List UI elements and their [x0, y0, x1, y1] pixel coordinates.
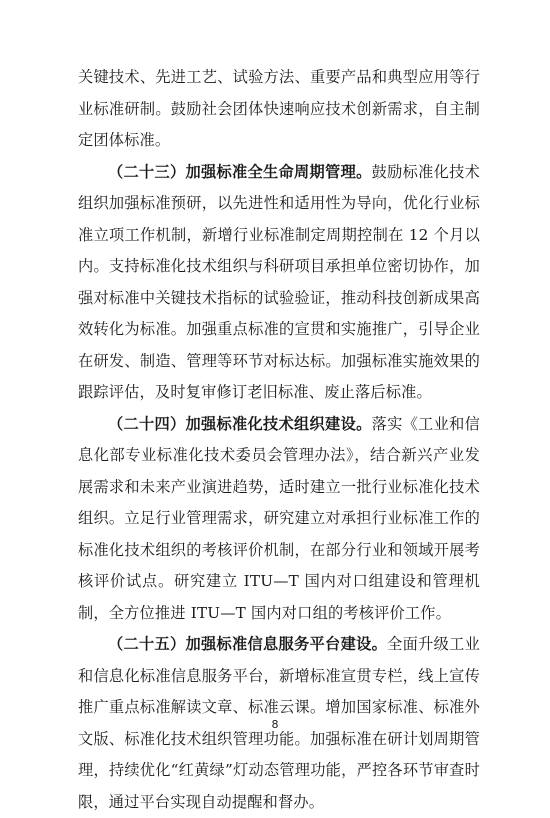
page-number: 8 [271, 718, 279, 731]
section-23-paragraph [78, 157, 480, 409]
section-25-body: 全面升级工业和信息化标准信息服务平台，新增标准宣贯专栏，线上宣传推广重点标准解读文章、标准云课。增加国家标准、标准外文版、标准化技术组织管理功能。加强标准在研计划周期管理，持续优化“红黄绿”灯动态管理功能，严控各环节审查时限，通过平台实现自动提醒和督办。 [78, 635, 480, 811]
section-24-heading: （二十四）加强标准化技术组织建设。 [108, 414, 372, 433]
section-24-body: 落实《工业和信息化部专业标准化技术委员会管理办法》，结合新兴产业发展需求和未来产业演进趋势，适时建立一批行业标准化技术组织。立足行业管理需求，研究建立对承担行业标准工作的标准化技术组织的考核评价机制，在部分行业和领域开展考核评价试点。研究建立 ITU—T 国内对口组建设和管理机制，全方位推进 ITU—T 国内对口组的考核评价工作。 [78, 414, 480, 622]
section-24-paragraph [78, 409, 480, 630]
section-23-heading: （二十三）加强标准全生命周期管理。 [108, 162, 372, 181]
section-23-body: 鼓励标准化技术组织加强标准预研，以先进性和适用性为导向，优化行业标准立项工作机制，新增行业标准制定周期控制在 12 个月以内。支持标准化技术组织与科研项目承担单位密切协作，加强对标准中关键技术指标的试验验证，推动科技创新成果高效转化为标准。加强重点标准的宣贯和实施推广，引导企业在研发、制造、管理等环节对标达标。加强标准实施效果的跟踪评估，及时复审修订老旧标准、废止落后标准。 [78, 162, 480, 401]
intro-paragraph: 关键技术、先进工艺、试验方法、重要产品和典型应用等行业标准研制。鼓励社会团体快速响应技术创新需求，自主制定团体标准。 [78, 68, 480, 149]
section-25-heading: （二十五）加强标准信息服务平台建设。 [108, 635, 388, 653]
document-body [78, 62, 480, 818]
